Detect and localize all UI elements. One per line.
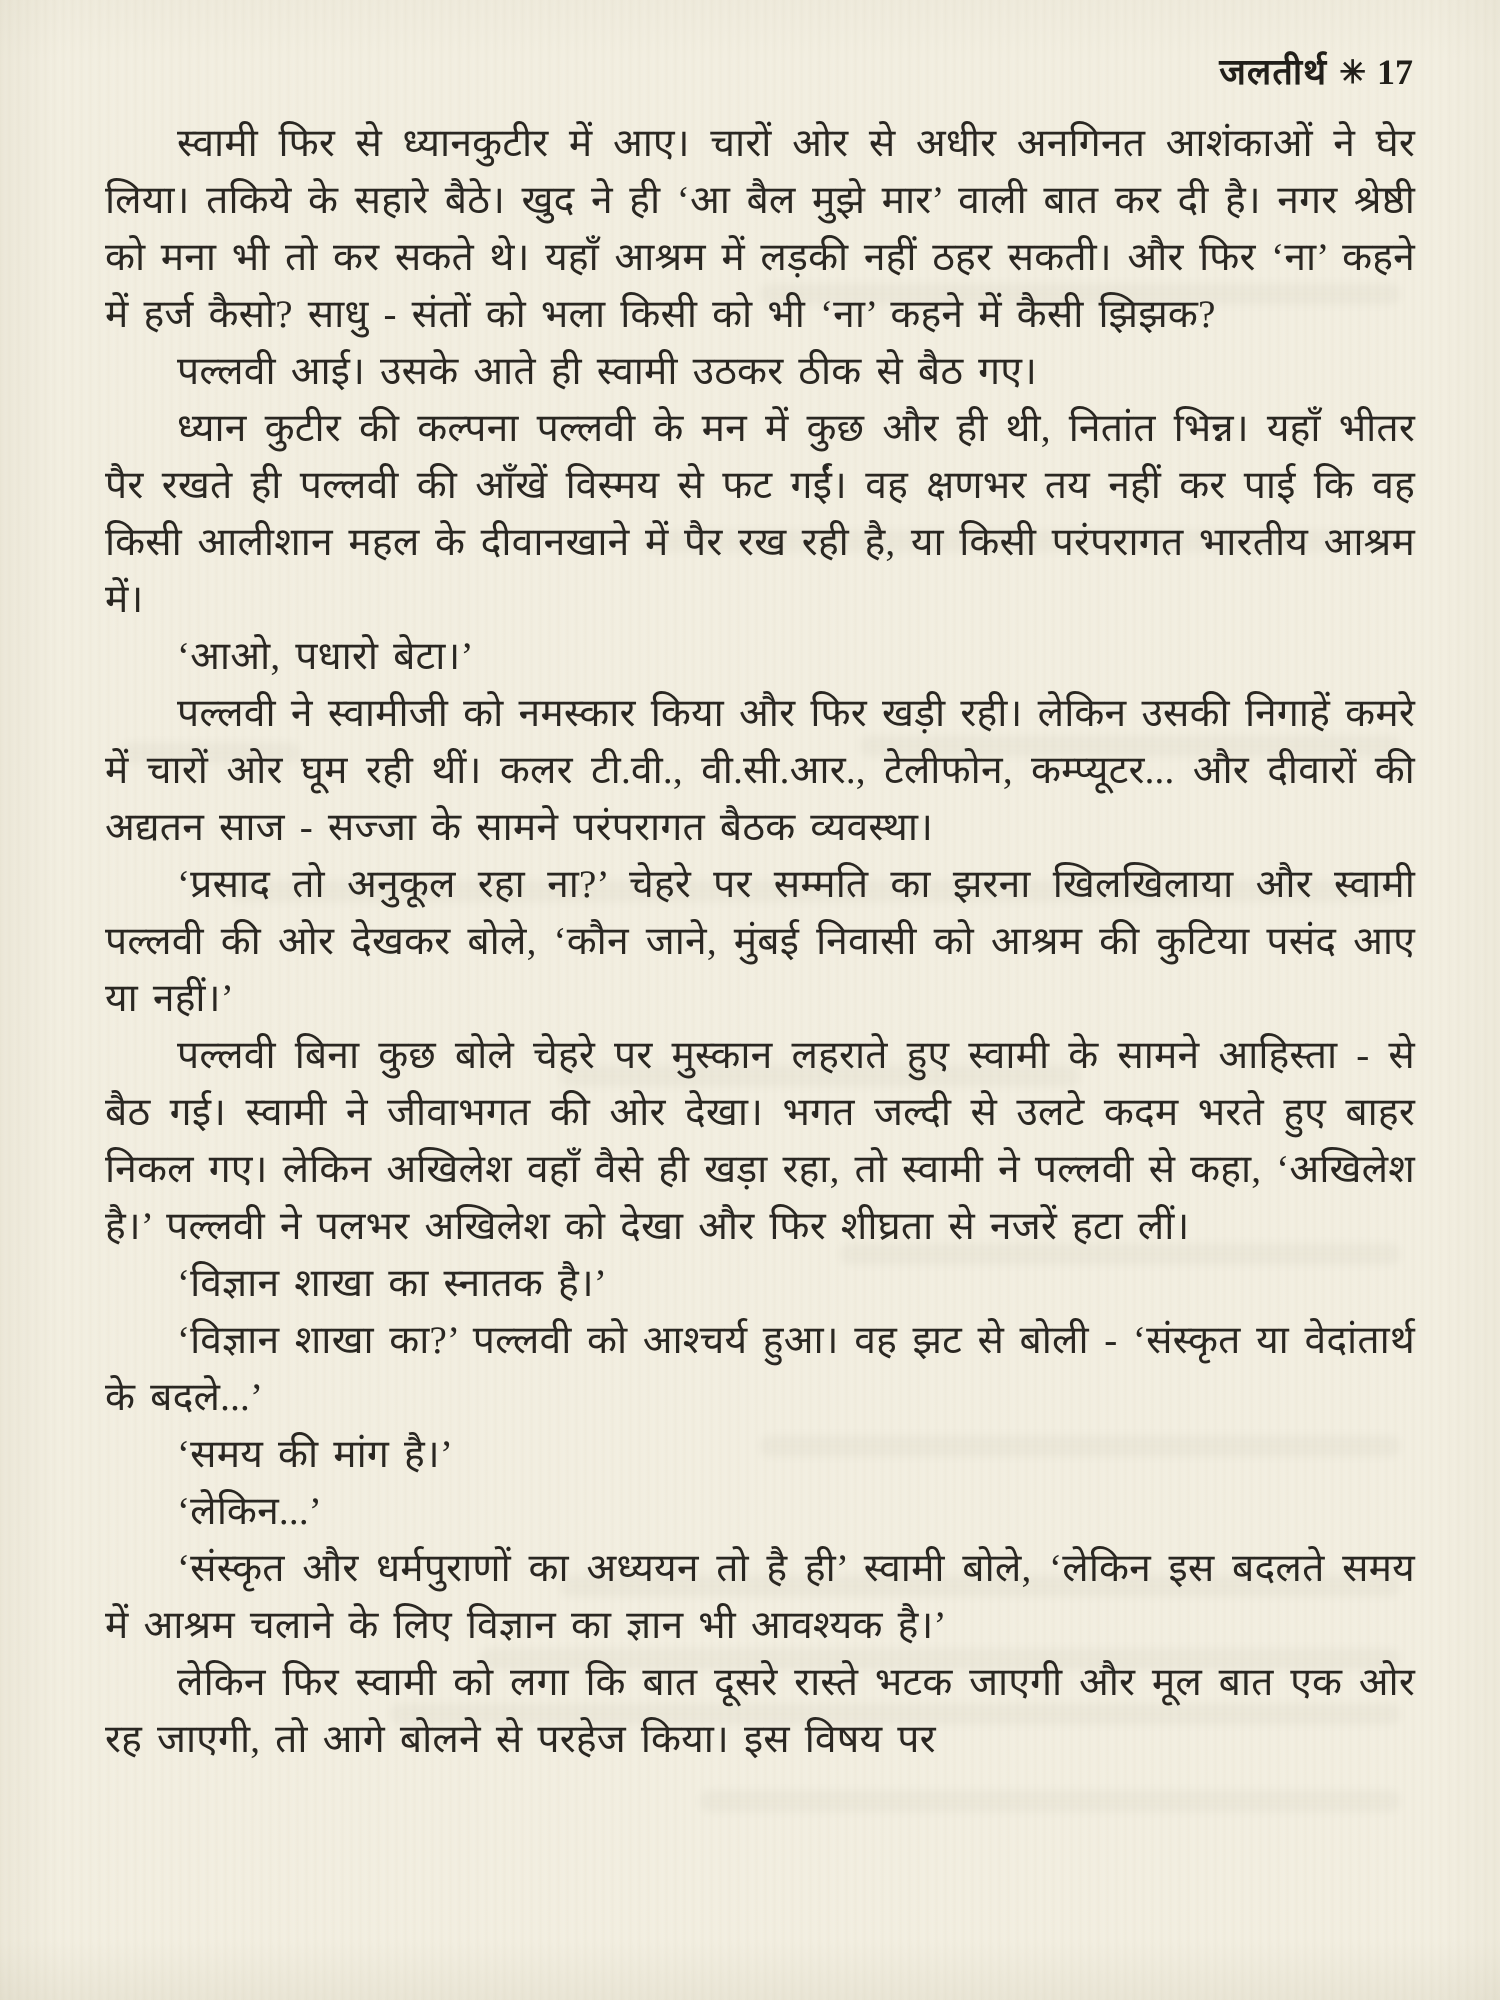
paragraph: ‘संस्कृत और धर्मपुराणों का अध्ययन तो है ही’ स्वामी बोले, ‘लेकिन इस बदलते समय में आश्रम चलाने के लिए विज्ञान का ज्ञान भी आवश्यक है।’ bbox=[105, 1547, 1415, 1647]
paragraph: पल्लवी ने स्वामीजी को नमस्कार किया और फिर खड़ी रही। लेकिन उसकी निगाहें कमरे में चारों ओर घूम रही थीं। कलर टी.वी., वी.सी.आर., टेलीफोन, कम्प्यूटर... और दीवारों की अद्यतन साज - सज्जा के सामने परंपरागत बैठक व्यवस्था। bbox=[105, 692, 1415, 849]
paragraph: लेकिन फिर स्वामी को लगा कि बात दूसरे रास्ते भटक जाएगी और मूल बात एक ओर रह जाएगी, तो आगे बोलने से परहेज किया। इस विषय पर bbox=[105, 1661, 1415, 1761]
paragraph: स्वामी फिर से ध्यानकुटीर में आए। चारों ओर से अधीर अनगिनत आशंकाओं ने घेर लिया। तकिये के सहारे बैठे। खुद ने ही ‘आ बैल मुझे मार’ वाली बात कर दी है। नगर श्रेष्ठी को मना भी तो कर सकते थे। यहाँ आश्रम में लड़की नहीं ठहर सकती। और फिर ‘ना’ कहने में हर्ज कैसो? साधु - संतों को भला किसी को भी ‘ना’ कहने में कैसी झिझक? bbox=[105, 122, 1415, 336]
asterisk-icon: ✳ bbox=[1339, 54, 1367, 90]
paragraph: ‘लेकिन...’ bbox=[177, 1490, 322, 1533]
paragraph: पल्लवी आई। उसके आते ही स्वामी उठकर ठीक से बैठ गए। bbox=[177, 350, 1038, 393]
book-title: जलतीर्थ bbox=[1219, 52, 1328, 92]
running-header bbox=[105, 46, 1413, 95]
paragraph: ‘विज्ञान शाखा का स्नातक है।’ bbox=[177, 1262, 608, 1305]
paragraph: ‘विज्ञान शाखा का?’ पल्लवी को आश्चर्य हुआ। वह झट से बोली - ‘संस्कृत या वेदांतार्थ के बदले...’ bbox=[105, 1319, 1415, 1419]
paragraph: पल्लवी बिना कुछ बोले चेहरे पर मुस्कान लहराते हुए स्वामी के सामने आहिस्ता - से बैठ गई। स्वामी ने जीवाभगत की ओर देखा। भगत जल्दी से उलटे कदम भरते हुए बाहर निकल गए। लेकिन अखिलेश वहाँ वैसे ही खड़ा रहा, तो स्वामी ने पल्लवी से कहा, ‘अखिलेश है।’ पल्लवी ने पलभर अखिलेश को देखा और फिर शीघ्रता से नजरें हटा लीं। bbox=[105, 1034, 1415, 1248]
body-text bbox=[105, 115, 1415, 1768]
paragraph: ‘आओ, पधारो बेटा।’ bbox=[177, 635, 474, 678]
paragraph: ध्यान कुटीर की कल्पना पल्लवी के मन में कुछ और ही थी, नितांत भिन्न। यहाँ भीतर पैर रखते ही पल्लवी की आँखें विस्मय से फट गईं। वह क्षणभर तय नहीं कर पाई कि वह किसी आलीशान महल के दीवानखाने में पैर रख रही है, या किसी परंपरागत भारतीय आश्रम में। bbox=[105, 407, 1415, 621]
page-number: 17 bbox=[1377, 52, 1413, 92]
paragraph: ‘प्रसाद तो अनुकूल रहा ना?’ चेहरे पर सम्मति का झरना खिलखिलाया और स्वामी पल्लवी की ओर देखकर बोले, ‘कौन जाने, मुंबई निवासी को आश्रम की कुटिया पसंद आए या नहीं।’ bbox=[105, 863, 1415, 1020]
paragraph: ‘समय की मांग है।’ bbox=[177, 1433, 454, 1476]
